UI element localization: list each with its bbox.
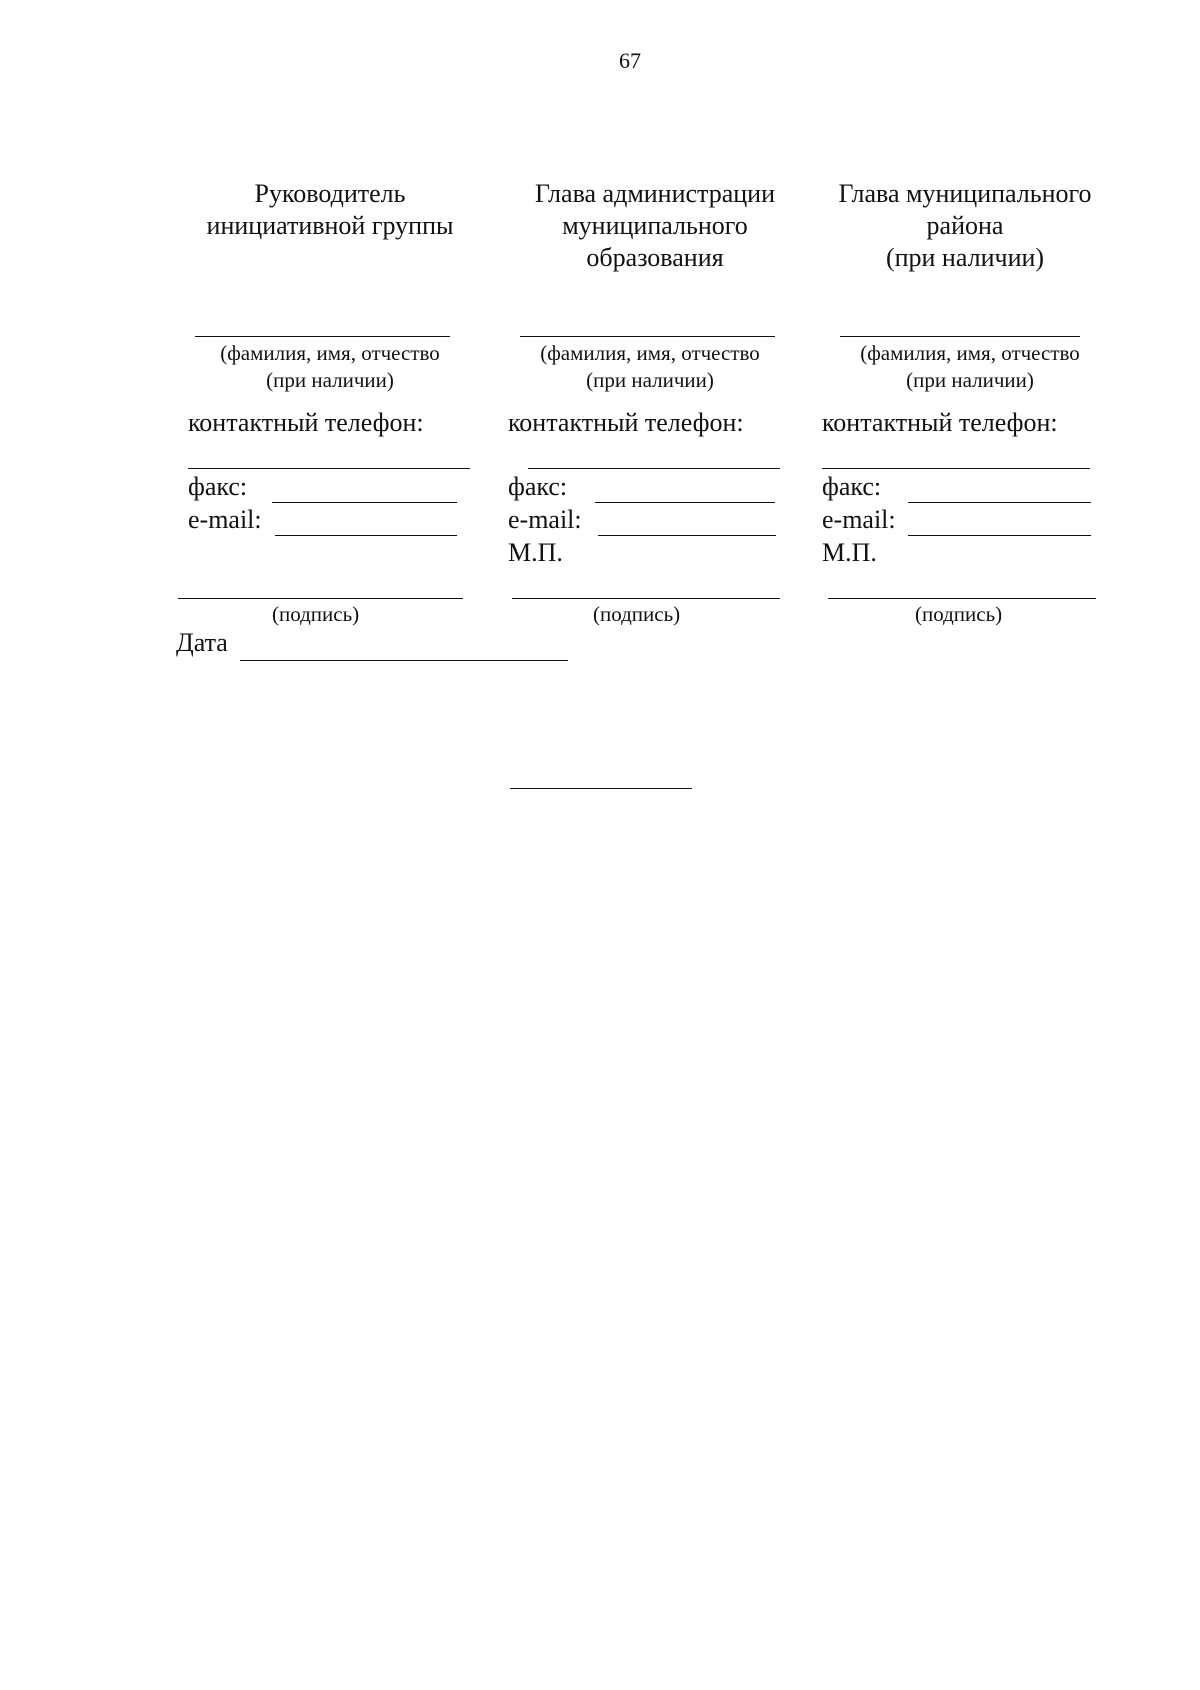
hint-line: (при наличии) [586, 368, 714, 392]
stamp-label-3: М.П. [822, 538, 877, 567]
phone-label-3: контактный телефон: [822, 408, 1058, 437]
fax-label-1: факс: [188, 472, 248, 501]
email-line-2[interactable] [598, 535, 776, 536]
email-label-1: e-mail: [188, 505, 262, 534]
column-2-heading [510, 178, 800, 274]
signature-hint-3: (подпись) [915, 602, 1003, 626]
name-hint-3 [830, 340, 1110, 394]
heading-line: муниципального [562, 211, 748, 240]
fax-line-2[interactable] [595, 502, 775, 503]
phone-line-1[interactable] [188, 468, 470, 469]
name-hint-1 [190, 340, 470, 394]
fax-label-3: факс: [822, 472, 882, 501]
heading-line: Глава администрации [534, 179, 776, 208]
page-number: 67 [619, 48, 641, 73]
phone-line-2[interactable] [528, 468, 780, 469]
hint-line: (фамилия, имя, отчество [220, 341, 440, 365]
name-line-3[interactable] [840, 336, 1080, 337]
date-label: Дата [176, 628, 228, 657]
heading-line: (при наличии) [885, 243, 1045, 272]
signature-line-2[interactable] [512, 598, 780, 599]
phone-label-2: контактный телефон: [508, 408, 744, 437]
heading-line: образования [586, 243, 724, 272]
phone-line-3[interactable] [822, 468, 1090, 469]
column-1-heading [185, 178, 475, 242]
hint-line: (при наличии) [906, 368, 1034, 392]
signature-line-1[interactable] [178, 598, 463, 599]
fax-line-3[interactable] [908, 502, 1091, 503]
heading-line: инициативной группы [206, 211, 454, 240]
hint-line: (фамилия, имя, отчество [860, 341, 1080, 365]
hint-line: (при наличии) [266, 368, 394, 392]
stamp-label-2: М.П. [508, 538, 563, 567]
closing-separator [510, 788, 692, 789]
fax-line-1[interactable] [272, 502, 457, 503]
name-hint-2 [510, 340, 790, 394]
hint-line: (фамилия, имя, отчество [540, 341, 760, 365]
name-line-2[interactable] [520, 336, 775, 337]
heading-line: Глава муниципального [838, 179, 1092, 208]
phone-label-1: контактный телефон: [188, 408, 424, 437]
email-label-3: e-mail: [822, 505, 896, 534]
email-label-2: e-mail: [508, 505, 582, 534]
email-line-3[interactable] [908, 535, 1091, 536]
signature-hint-2: (подпись) [593, 602, 681, 626]
date-line[interactable] [240, 660, 568, 661]
signature-line-3[interactable] [828, 598, 1096, 599]
heading-line: Руководитель [254, 179, 406, 208]
fax-label-2: факс: [508, 472, 568, 501]
column-3-heading [820, 178, 1110, 274]
signature-hint-1: (подпись) [272, 602, 360, 626]
heading-line: района [926, 211, 1004, 240]
email-line-1[interactable] [275, 535, 457, 536]
name-line-1[interactable] [195, 336, 450, 337]
